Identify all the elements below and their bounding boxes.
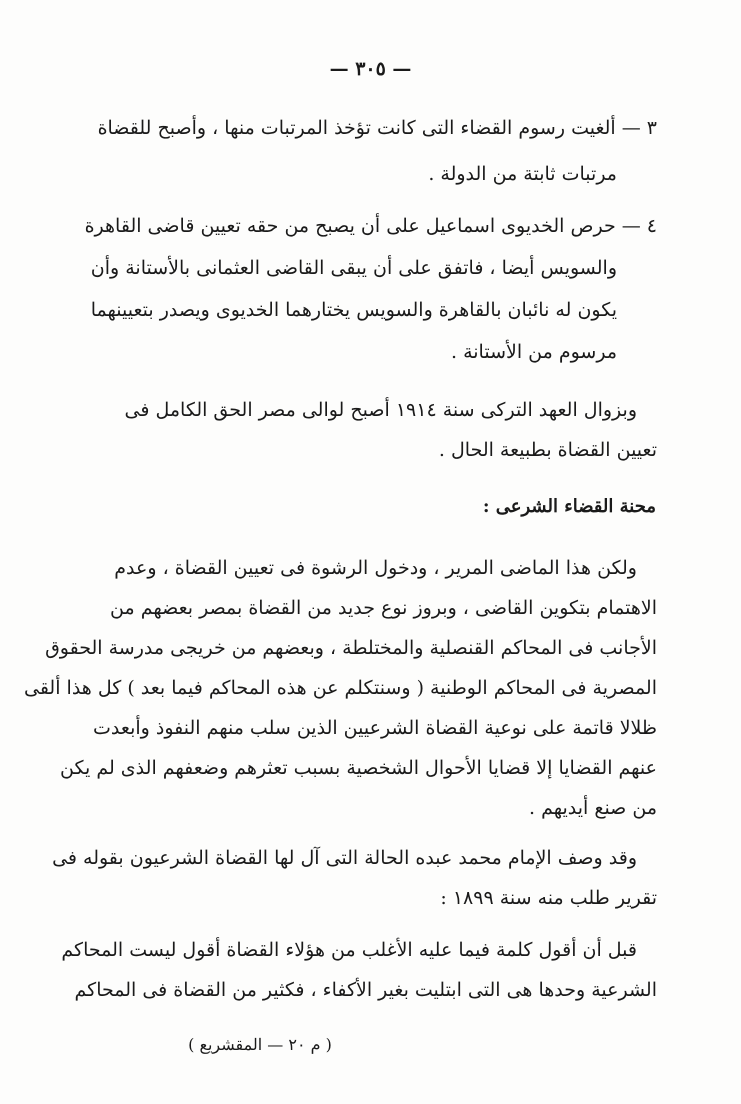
page-number: — ٣٠٥ — bbox=[329, 58, 412, 80]
para-turkish-line-2: تعيين القضاة بطبيعة الحال . bbox=[438, 439, 657, 461]
para-however-line-3: الأجانب فى المحاكم القنصلية والمختلطة ، وبعضهم من خريجى مدرسة الحقوق bbox=[45, 637, 657, 659]
para-however-line-4: المصرية فى المحاكم الوطنية ( وسنتكلم عن هذه المحاكم فيما بعد ) كل هذا ألقى bbox=[23, 677, 657, 699]
section-heading: محنة القضاء الشرعى : bbox=[482, 496, 656, 517]
para-however-line-1: ولكن هذا الماضى المرير ، ودخول الرشوة فى تعيين القضاة ، وعدم bbox=[114, 557, 637, 579]
para-however-line-6: عنهم القضايا إلا قضايا الأحوال الشخصية بسبب تعثرهم وضعفهم الذى لم يكن bbox=[60, 757, 657, 779]
item4-line-1: ٤ — حرص الخديوى اسماعيل على أن يصبح من حقه تعيين قاضى القاهرة bbox=[84, 215, 657, 237]
para-however-line-5: ظلالا قاتمة على نوعية القضاة الشرعيين الذين سلب منهم النفوذ وأبعدت bbox=[93, 717, 657, 739]
para-turkish-line-1: وبزوال العهد التركى سنة ١٩١٤ أصبح لوالى مصر الحق الكامل فى bbox=[124, 399, 637, 421]
item3-line-2: مرتبات ثابتة من الدولة . bbox=[428, 163, 617, 185]
para-abduh-line-2: تقرير طلب منه سنة ١٨٩٩ : bbox=[440, 887, 657, 909]
para-quote-line-2: الشرعية وحدها هى التى ابتليت بغير الأكفاء ، فكثير من القضاة فى المحاكم bbox=[74, 979, 657, 1001]
item3-line-1: ٣ — ألغيت رسوم القضاء التى كانت تؤخذ المرتبات منها ، وأصبح للقضاة bbox=[97, 117, 657, 139]
para-however-line-2: الاهتمام بتكوين القاضى ، وبروز نوع جديد من القضاة بمصر بعضهم من bbox=[110, 597, 657, 619]
footer-signature: ( م ٢٠ — المقشريع ) bbox=[188, 1035, 332, 1054]
item4-line-3: يكون له نائبان بالقاهرة والسويس يختارهما الخديوى ويصدر بتعيينهما bbox=[90, 299, 617, 321]
para-abduh-line-1: وقد وصف الإمام محمد عبده الحالة التى آل لها القضاة الشرعيون بقوله فى bbox=[52, 847, 637, 869]
item4-line-4: مرسوم من الأستانة . bbox=[451, 341, 617, 363]
item4-line-2: والسويس أيضا ، فاتفق على أن يبقى القاضى العثمانى بالأستانة وأن bbox=[90, 257, 617, 279]
para-however-line-7: من صنع أيديهم . bbox=[528, 797, 657, 819]
para-quote-line-1: قبل أن أقول كلمة فيما عليه الأغلب من هؤلاء القضاة أقول ليست المحاكم bbox=[61, 939, 637, 961]
